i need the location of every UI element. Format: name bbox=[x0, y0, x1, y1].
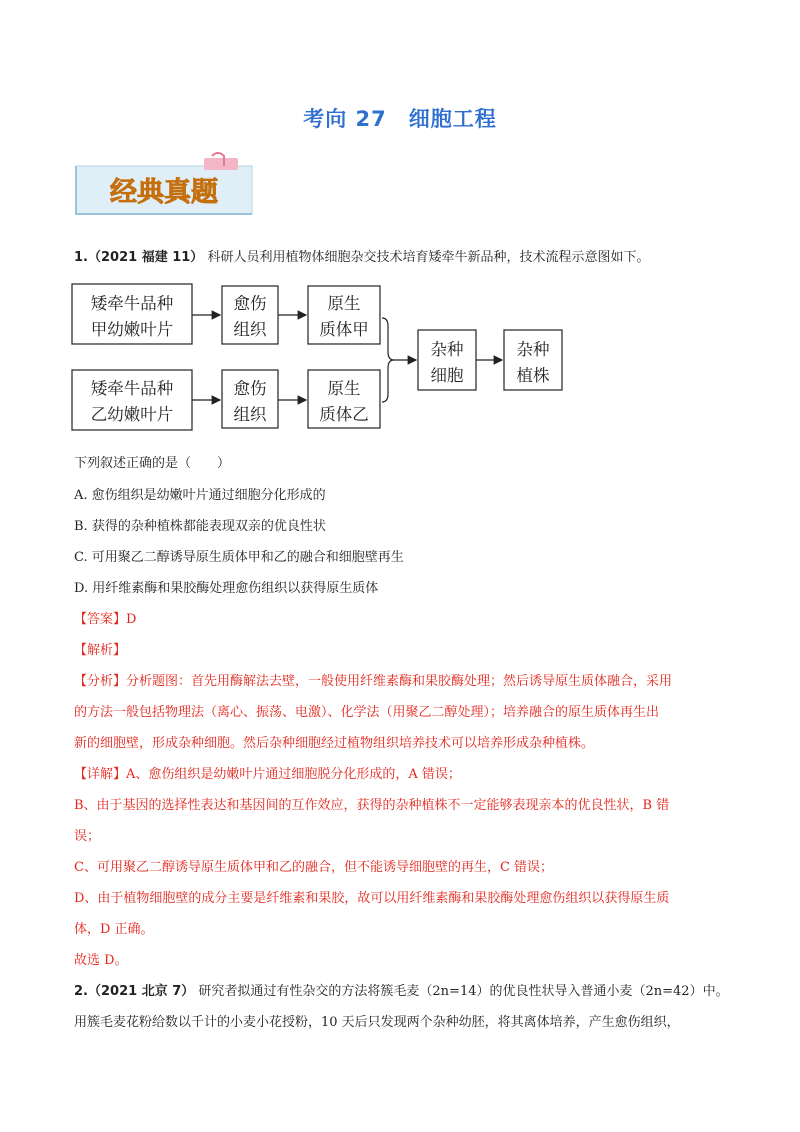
svg-text:组织: 组织 bbox=[233, 320, 267, 339]
option-c: C. 可用聚乙二醇诱导原生质体甲和乙的融合和细胞壁再生 bbox=[74, 550, 404, 565]
fenxi-line-1: 【分析】分析题图：首先用酶解法去壁，一般使用纤维素酶和果胶酶处理；然后诱导原生质体融合，采用 bbox=[74, 674, 673, 689]
analysis-label: 【解析】 bbox=[74, 643, 127, 658]
svg-text:愈伤: 愈伤 bbox=[233, 294, 267, 313]
option-b: B. 获得的杂种植株都能表现双亲的优良性状 bbox=[74, 519, 326, 534]
fenxi-line-2: 的方法一般包括物理法（离心、振荡、电激）、化学法（用聚乙二醇处理）；培养融合的原生质体再生出 bbox=[74, 705, 660, 720]
svg-text:甲幼嫩叶片: 甲幼嫩叶片 bbox=[90, 320, 174, 339]
question-1-stem bbox=[74, 246, 734, 265]
banner-text: 经典真题 bbox=[110, 177, 218, 208]
xiangjie-line-3: 误； bbox=[74, 829, 101, 844]
conclusion: 故选 D。 bbox=[74, 953, 128, 968]
svg-text:植株: 植株 bbox=[516, 366, 550, 385]
svg-text:质体甲: 质体甲 bbox=[319, 320, 369, 339]
xiangjie-line-2: B、由于基因的选择性表达和基因间的互作效应，获得的杂种植株不一定能够表现亲本的优良性状，B 错 bbox=[74, 798, 670, 813]
page-title: 考向 27 细胞工程 bbox=[303, 107, 497, 131]
svg-text:矮牵牛品种: 矮牵牛品种 bbox=[90, 294, 174, 313]
flow-diagram bbox=[70, 282, 590, 442]
xiangjie-line-5: D、由于植物细胞壁的成分主要是纤维素和果胶，故可以用纤维素酶和果胶酶处理愈伤组织以获得原生质 bbox=[74, 891, 670, 906]
xiangjie-line-6: 体，D 正确。 bbox=[74, 922, 154, 937]
question-2-line-1: 2.（2021 北京 7） 研究者拟通过有性杂交的方法将簇毛麦（2n=14）的优良性状导入普通小麦（2n=42）中。 bbox=[74, 984, 729, 999]
question-2-source: 2.（2021 北京 7） bbox=[74, 984, 195, 999]
fenxi-line-3: 新的细胞壁，形成杂种细胞。然后杂种细胞经过植物组织培养技术可以培养形成杂种植株。 bbox=[74, 736, 595, 751]
clip-icon bbox=[204, 158, 238, 170]
svg-text:组织: 组织 bbox=[233, 405, 267, 424]
question-2-line-2: 用簇毛麦花粉给数以千计的小麦小花授粉，10 天后只发现两个杂种幼胚，将其离体培养，产生愈伤组织， bbox=[74, 1015, 680, 1030]
svg-text:乙幼嫩叶片: 乙幼嫩叶片 bbox=[90, 405, 174, 424]
xiangjie-tag: 【详解】 bbox=[74, 767, 127, 782]
question-1-source: 1.（2021 福建 11） bbox=[74, 250, 204, 265]
question-1-text: 科研人员利用植物体细胞杂交技术培育矮牵牛新品种，技术流程示意图如下。 bbox=[207, 250, 650, 265]
answer-label: 【答案】D bbox=[74, 612, 137, 627]
svg-text:杂种: 杂种 bbox=[430, 340, 464, 359]
option-d: D. 用纤维素酶和果胶酶处理愈伤组织以获得原生质体 bbox=[74, 581, 379, 596]
xiangjie-line-4: C、可用聚乙二醇诱导原生质体甲和乙的融合，但不能诱导细胞壁的再生，C 错误； bbox=[74, 860, 554, 875]
svg-text:原生: 原生 bbox=[327, 379, 361, 398]
section-banner bbox=[72, 152, 262, 218]
option-a: A. 愈伤组织是幼嫩叶片通过细胞分化形成的 bbox=[74, 488, 326, 503]
svg-text:细胞: 细胞 bbox=[430, 366, 464, 385]
fenxi-tag: 【分析】 bbox=[74, 674, 127, 689]
question-prompt: 下列叙述正确的是（ ） bbox=[74, 456, 231, 471]
svg-text:愈伤: 愈伤 bbox=[233, 379, 267, 398]
merge-brace bbox=[382, 318, 394, 402]
svg-text:质体乙: 质体乙 bbox=[319, 405, 369, 424]
xiangjie-line-1: 【详解】A、愈伤组织是幼嫩叶片通过细胞脱分化形成的，A 错误； bbox=[74, 767, 461, 782]
svg-text:原生: 原生 bbox=[327, 294, 361, 313]
svg-text:杂种: 杂种 bbox=[516, 340, 550, 359]
svg-text:矮牵牛品种: 矮牵牛品种 bbox=[90, 379, 174, 398]
